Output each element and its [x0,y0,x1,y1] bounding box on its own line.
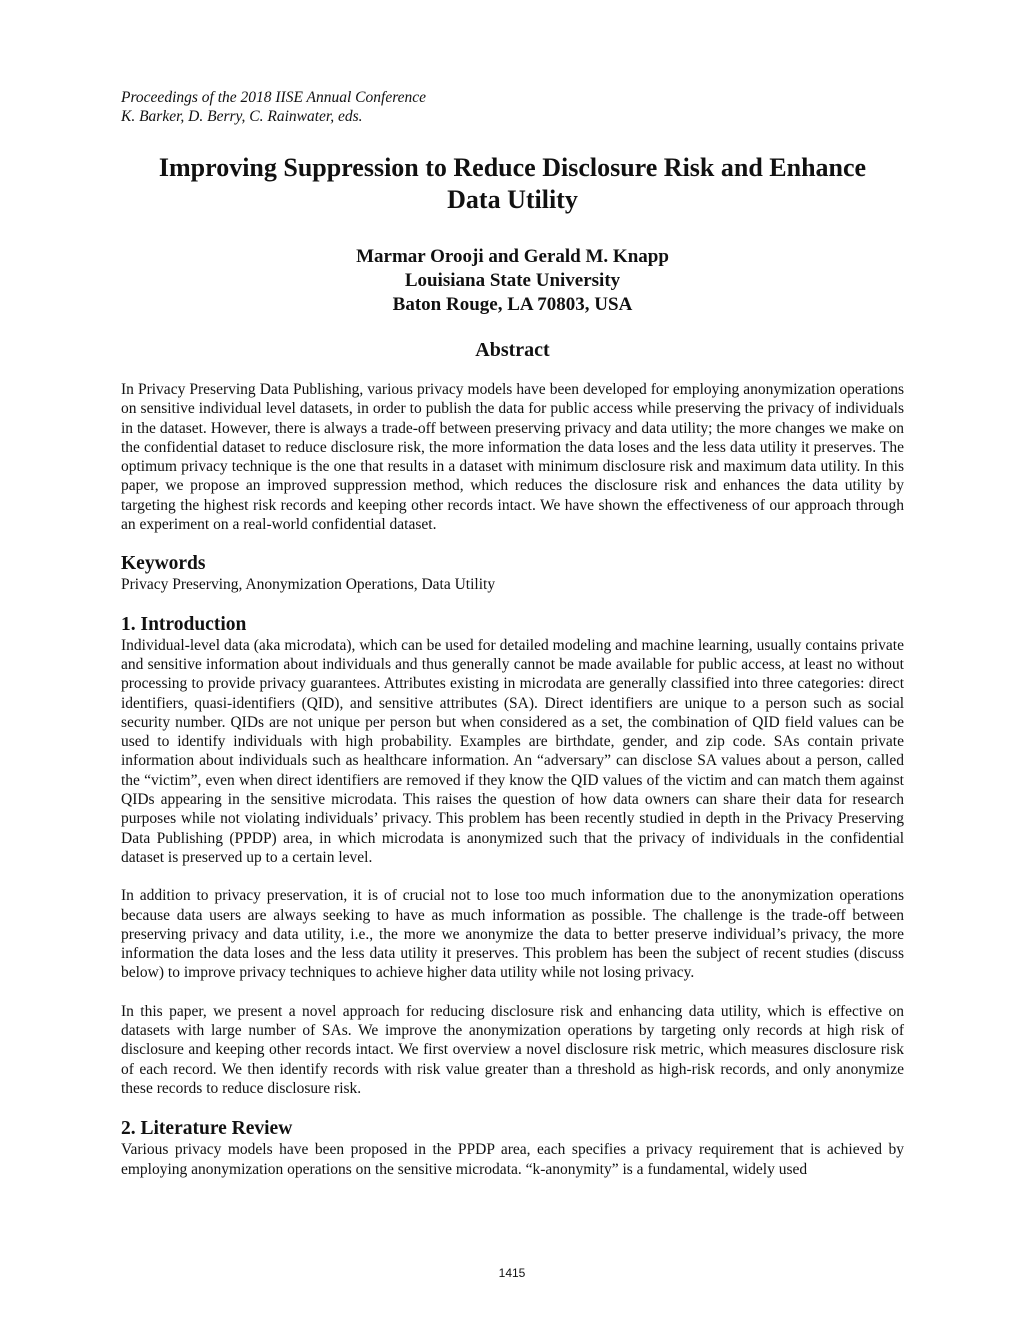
page-number: 1415 [498,1266,526,1280]
introduction-heading: 1. Introduction [121,613,247,635]
paper-title [121,152,904,216]
introduction-paragraph-3: In this paper, we present a novel approach for reducing disclosure risk and enhancing data utility, which is effective on datasets with large number of SAs. We improve the anonymization operations by targeting only records at high risk of disclosure and keeping other records intact. We first overview a novel disclosure risk metric, which measures disclosure risk of each record. We then identify records with risk value greater than a threshold as high-risk records, and only anonymize these records to reduce disclosure risk. [121,1002,904,1097]
author-affiliation: Louisiana State University [404,270,621,291]
keywords-text: Privacy Preserving, Anonymization Operations, Data Utility [121,576,496,594]
author-names: Marmar Orooji and Gerald M. Knapp [356,246,669,267]
author-location: Baton Rouge, LA 70803, USA [392,294,633,315]
literature-review-heading: 2. Literature Review [121,1118,293,1140]
introduction-paragraph-2: In addition to privacy preservation, it is of crucial not to lose too much information due to the anonymization operations because data users are always seeking to have as much information as possible. The challenge is the trade-off between preserving privacy and data utility, i.e., the more we anonymize the data to better preserve individual’s privacy, the more information the data loses and the less data utility it preserves. This problem has been the subject of recent studies (discuss below) to improve privacy techniques to achieve higher data utility while not losing privacy. [121,887,904,982]
editors-line: K. Barker, D. Berry, C. Rainwater, eds. [121,108,363,125]
keywords-heading: Keywords [121,553,206,575]
title-line-1: Improving Suppression to Reduce Disclosure Risk and Enhance [158,153,867,182]
abstract-text: In Privacy Preserving Data Publishing, various privacy models have been developed for employing anonymization operations on sensitive individual level datasets, in order to publish the data for public access while preserving the privacy of individuals in the dataset. However, there is always a trade-off between preserving privacy and data utility; the more changes we make on the confidential dataset to reduce disclosure risk, the more information the data loses and the less data utility it preserves. The optimum privacy technique is the one that results in a dataset with minimum disclosure risk and maximum data utility. In this paper, we propose an improved suppression method, which reduces the disclosure risk and enhances the data utility by targeting the highest risk records and keeping other records intact. We have shown the effectiveness of our approach through an experiment on a real-world confidential dataset. [121,381,904,534]
proceedings-line: Proceedings of the 2018 IISE Annual Conference [121,89,427,106]
author-block [121,245,904,317]
paper-page [121,88,904,1179]
introduction-paragraph-1: Individual-level data (aka microdata), which can be used for detailed modeling and machine learning, usually contains private and sensitive information about individuals and thus generally cannot be made available for public access, at least no without processing to provide privacy guarantees. Attributes existing in microdata are generally classified into three categories: direct identifiers, quasi-identifiers (QID), and sensitive attributes (SA). Direct identifiers are unique to a person such as social security number. QIDs are not unique per person but when considered as a set, the combination of QID field values can be used to identify individuals with high probability. Examples are birthdate, gender, and zip code. SAs contain private information about individuals such as healthcare information. An “adversary” can disclose SA values about a person, called the “victim”, even when direct identifiers are removed if they know the QID values of the victim and can match them against QIDs appearing in the sensitive microdata. This raises the question of how data owners can share their data for research purposes while not violating individuals’ privacy. This problem has been recently studied in depth in the Privacy Preserving Data Publishing (PPDP) area, in which microdata is anonymized such that the privacy of individuals in the confidential dataset is preserved up to a certain level. [121,636,904,866]
title-line-2: Data Utility [447,185,578,214]
literature-review-paragraph-1: Various privacy models have been proposed in the PPDP area, each specifies a privacy requirement that is achieved by employing anonymization operations on the sensitive microdata. “k-anonymity” is a fundamental, widely used [121,1141,904,1178]
abstract-heading: Abstract [475,339,550,361]
